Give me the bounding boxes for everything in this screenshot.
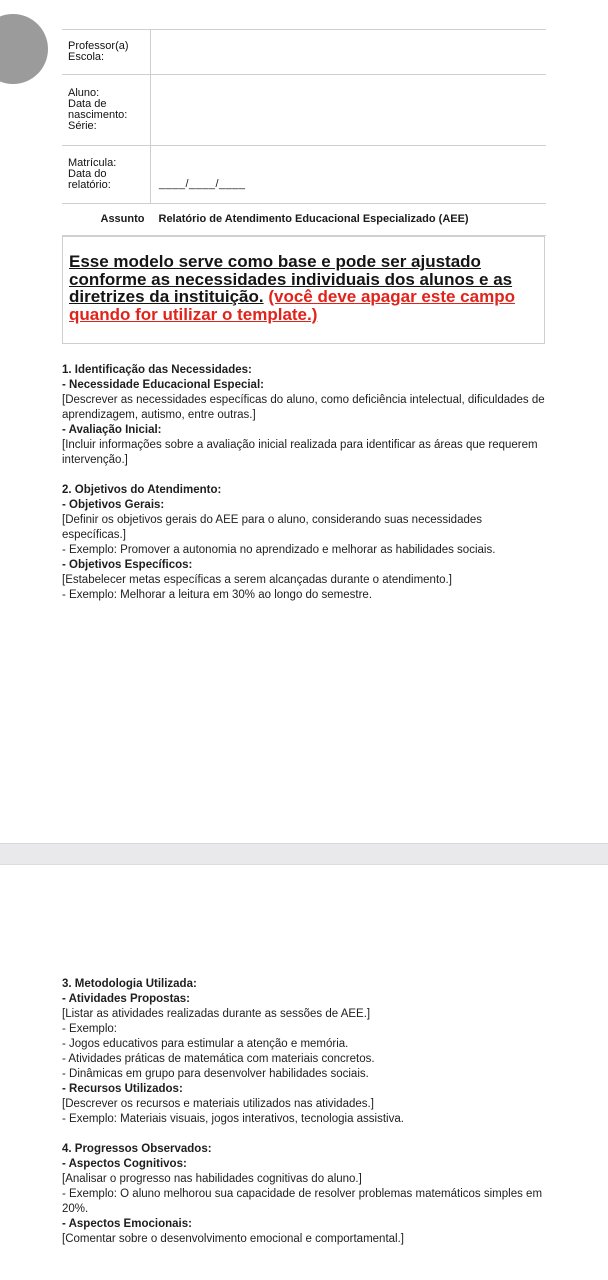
section-2-sub2-example: - Exemplo: Melhorar a leitura em 30% ao longo do semestre. (62, 589, 373, 601)
section-1-sub1-text: [Descrever as necessidades específicas do aluno, como deficiência intelectual, dificuldades de aprendizagem, autismo, entre outras.] (62, 394, 545, 421)
section-3-sub1-text: [Listar as atividades realizadas durante as sessões de AEE.] (62, 1008, 371, 1020)
section-3-example-label: - Exemplo: (62, 1023, 117, 1035)
avatar-shadow (0, 14, 48, 84)
subject-value[interactable]: Relatório de Atendimento Educacional Especializado (AEE) (151, 204, 547, 236)
section-1-sub2-title: - Avaliação Inicial: (62, 424, 162, 436)
section-2-title: 2. Objetivos do Atendimento: (62, 484, 222, 496)
section-4-sub1-title: - Aspectos Cognitivos: (62, 1158, 187, 1170)
section-3-example-item: - Jogos educativos para estimular a atenção e memória. (62, 1038, 349, 1050)
section-1-title: 1. Identificação das Necessidades: (62, 364, 252, 376)
section-3 (62, 977, 547, 1247)
registration-date-label: Matrícula: Data do relatório: (62, 146, 151, 204)
section-4-sub1-example: - Exemplo: O aluno melhorou sua capacidade de resolver problemas matemáticos simples em 20%. (62, 1188, 543, 1215)
professor-school-field[interactable] (151, 30, 547, 75)
page-separator (0, 843, 608, 865)
notice-red-text: (você deve apagar este campo quando for utilizar o template.) (69, 287, 515, 324)
header-info-table (62, 29, 546, 236)
notice-main-text: Esse modelo serve como base e pode ser ajustado conforme as necessidades individuais dos alunos e as diretrizes da instituição. (69, 252, 513, 306)
section-1-sub2-text: [Incluir informações sobre a avaliação inicial realizada para identificar as áreas que requerem intervenção.] (62, 439, 538, 466)
report-date-field[interactable] (151, 146, 547, 204)
section-2-sub1-title: - Objetivos Gerais: (62, 499, 165, 511)
template-notice-box (62, 236, 545, 344)
professor-school-label: Professor(a) Escola: (62, 30, 151, 75)
section-2-sub1-text: [Definir os objetivos gerais do AEE para o aluno, considerando suas necessidades específicas.] (62, 514, 483, 541)
section-4-sub1-text: [Analisar o progresso nas habilidades cognitivas do aluno.] (62, 1173, 362, 1185)
section-2-sub2-title: - Objetivos Específicos: (62, 559, 193, 571)
section-3-sub2-example: - Exemplo: Materiais visuais, jogos interativos, tecnologia assistiva. (62, 1113, 404, 1125)
document-page-2 (0, 865, 608, 1280)
section-2-sub1-example: - Exemplo: Promover a autonomia no aprendizado e melhorar as habilidades sociais. (62, 544, 496, 556)
subject-label: Assunto (62, 204, 151, 236)
section-4-sub2-title: - Aspectos Emocionais: (62, 1218, 192, 1230)
date-placeholder: ____/____/____ (159, 178, 246, 190)
section-3-example-item: - Atividades práticas de matemática com materiais concretos. (62, 1053, 375, 1065)
section-2-sub2-text: [Estabelecer metas específicas a serem alcançadas durante o atendimento.] (62, 574, 452, 586)
section-4-title: 4. Progressos Observados: (62, 1143, 212, 1155)
section-3-sub2-title: - Recursos Utilizados: (62, 1083, 183, 1095)
section-1 (62, 363, 547, 603)
section-3-example-item: - Dinâmicas em grupo para desenvolver habilidades sociais. (62, 1068, 369, 1080)
section-3-sub2-text: [Descrever os recursos e materiais utilizados nas atividades.] (62, 1098, 374, 1110)
student-info-label: Aluno: Data de nascimento: Série: (62, 75, 151, 146)
student-info-field[interactable] (151, 75, 547, 146)
section-3-title: 3. Metodologia Utilizada: (62, 978, 197, 990)
section-3-sub1-title: - Atividades Propostas: (62, 993, 191, 1005)
section-4-sub2-text: [Comentar sobre o desenvolvimento emocional e comportamental.] (62, 1233, 404, 1245)
section-1-sub1-title: - Necessidade Educacional Especial: (62, 379, 264, 391)
